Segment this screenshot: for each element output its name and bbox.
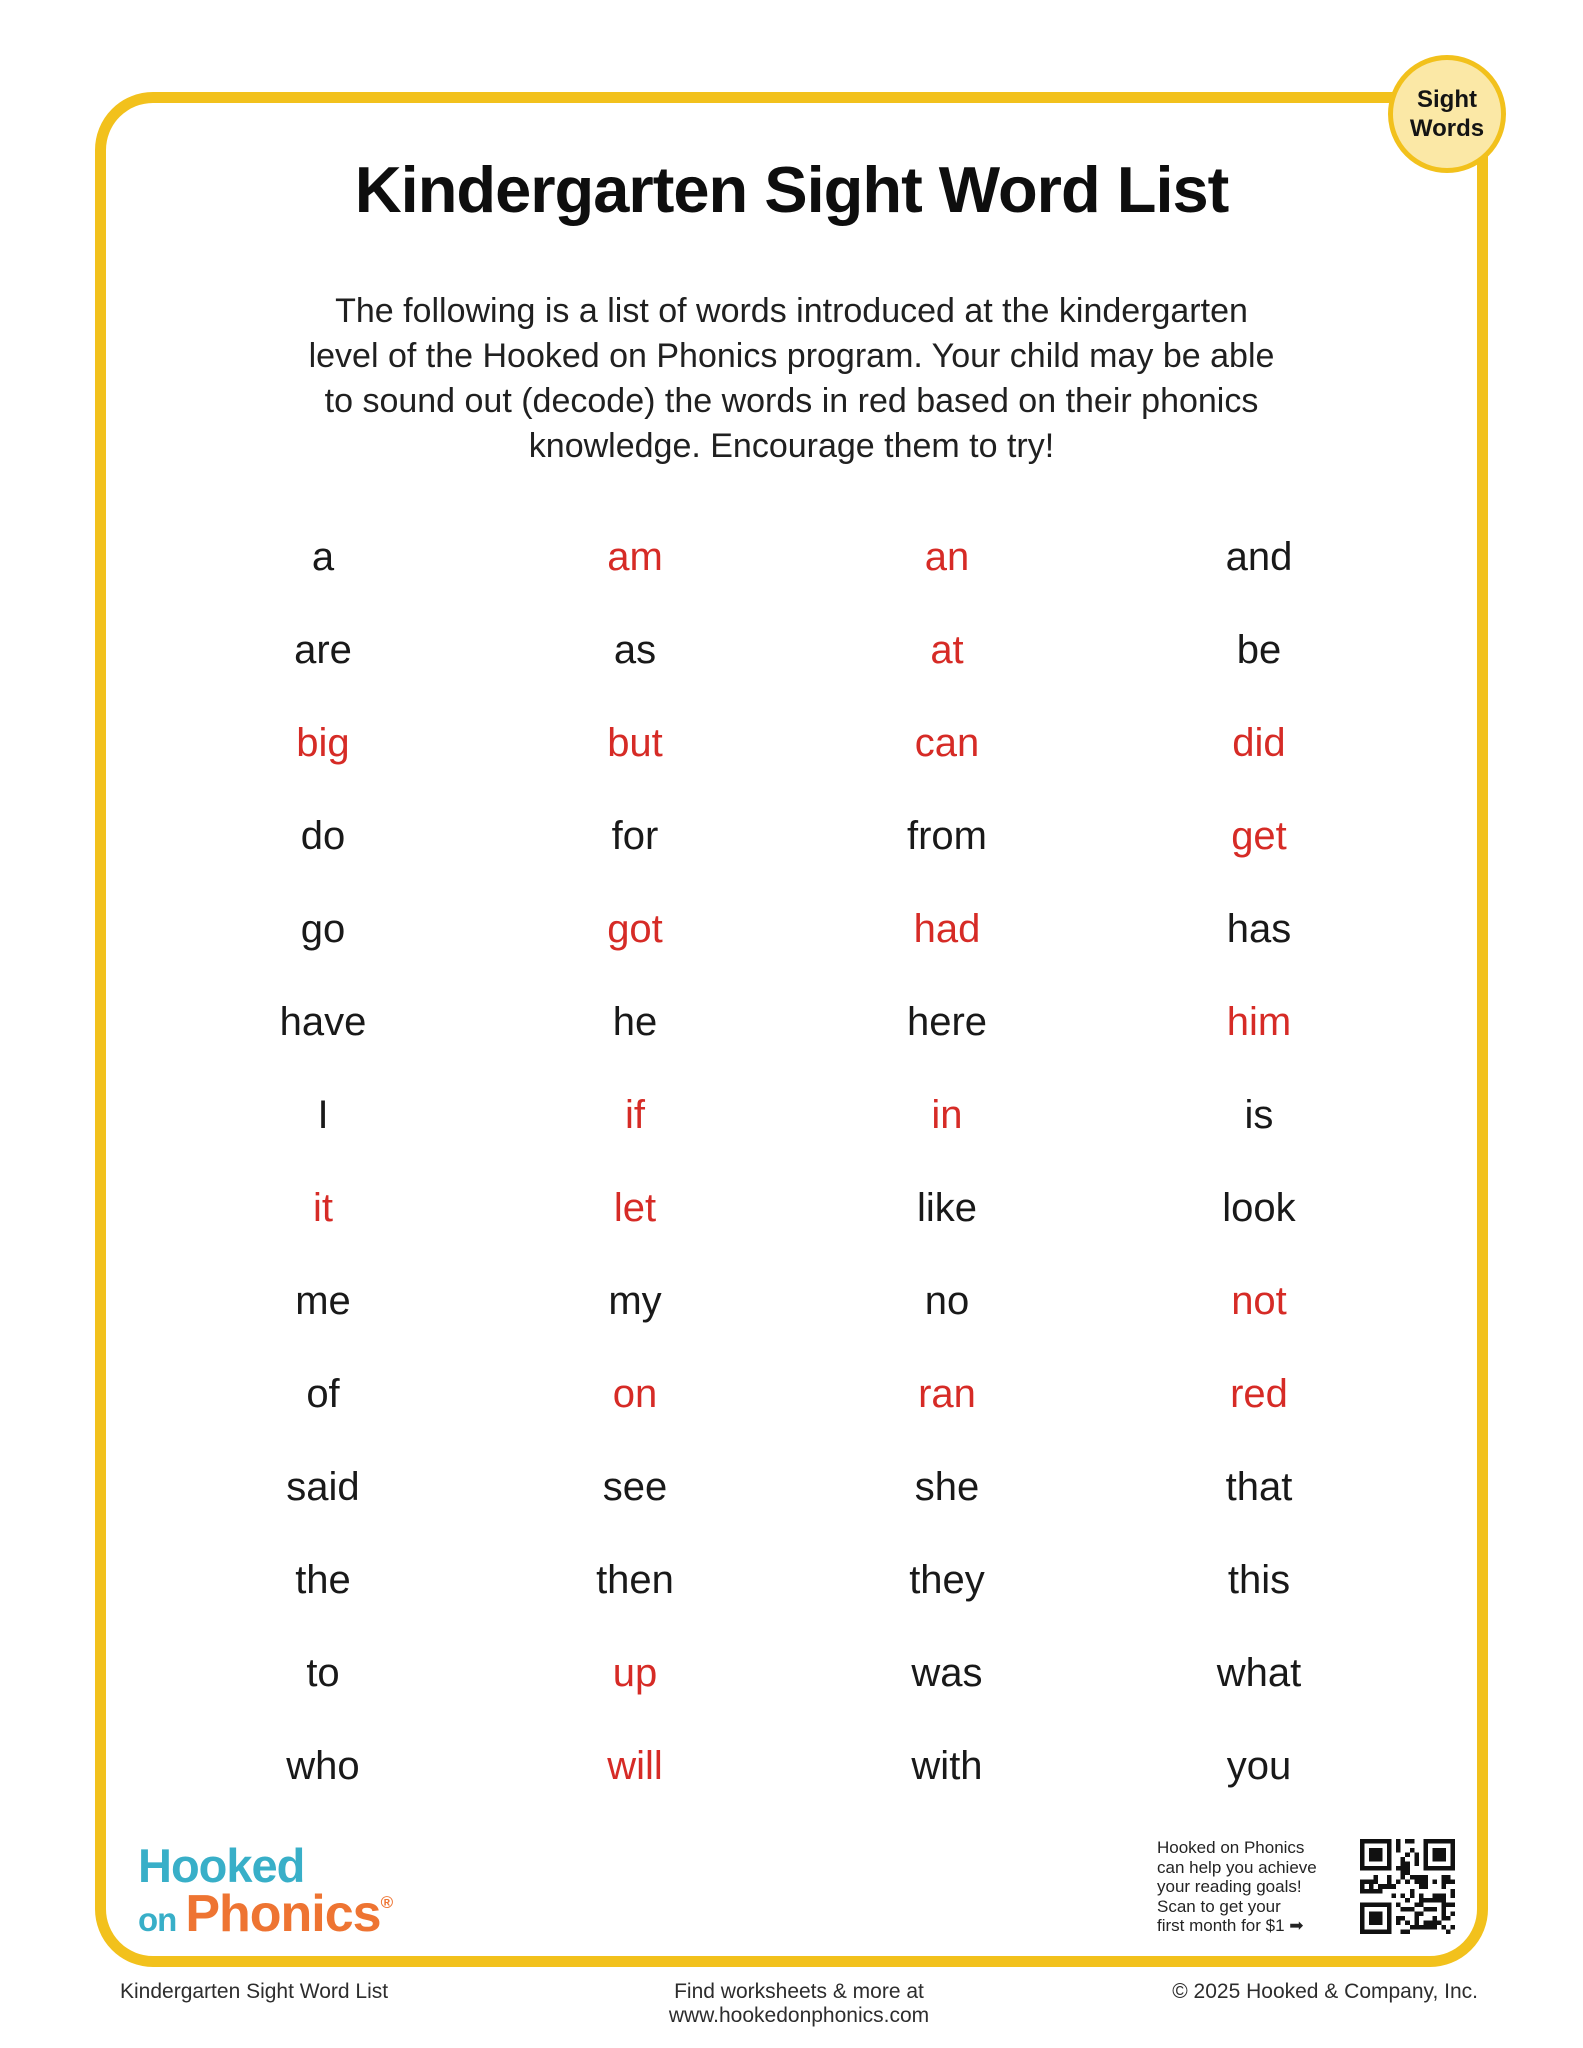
sight-word: let — [613, 1186, 657, 1230]
intro-paragraph — [202, 289, 1382, 469]
sight-word: will — [607, 1744, 663, 1788]
sight-word: are — [294, 628, 352, 672]
sight-word: is — [1244, 1093, 1274, 1137]
sight-word: get — [1231, 814, 1287, 858]
logo-hooked-text: Hooked — [138, 1839, 305, 1892]
sight-word: on — [612, 1372, 658, 1416]
sight-word: an — [924, 535, 970, 579]
promo-line: first month for $1 ➡ — [1157, 1916, 1304, 1935]
hooked-on-phonics-logo — [138, 1839, 394, 1943]
badge-line-2: Words — [1409, 115, 1485, 142]
sight-word: do — [300, 814, 346, 858]
sight-word: as — [613, 628, 657, 672]
sight-word: they — [909, 1558, 985, 1602]
footer-copyright: © 2025 Hooked & Company, Inc. — [1172, 1980, 1478, 2003]
sight-word: a — [311, 535, 335, 579]
sight-word: but — [607, 721, 663, 765]
sight-word: go — [300, 907, 346, 951]
registered-trademark-icon: ® — [380, 1893, 394, 1912]
sight-word: him — [1226, 1000, 1292, 1044]
sight-word: has — [1226, 907, 1292, 951]
sight-word-grid — [167, 511, 1415, 1813]
sight-word: of — [306, 1372, 340, 1416]
sight-word: like — [916, 1186, 978, 1230]
page-title: Kindergarten Sight Word List — [354, 153, 1229, 226]
sight-word: to — [306, 1651, 340, 1695]
intro-line: to sound out (decode) the words in red based on their phonics — [324, 382, 1259, 420]
sight-word: with — [911, 1744, 983, 1788]
promo-line: Scan to get your — [1157, 1896, 1281, 1916]
sight-word: no — [924, 1279, 970, 1323]
sight-word: am — [607, 535, 663, 579]
sight-word: who — [286, 1744, 360, 1788]
qr-code-image — [1360, 1839, 1455, 1934]
sight-word: what — [1216, 1651, 1302, 1695]
sight-word: be — [1236, 628, 1282, 672]
sight-word: have — [279, 1000, 367, 1044]
sight-word: in — [931, 1093, 963, 1137]
sight-word: she — [914, 1465, 980, 1509]
sight-word: it — [313, 1186, 333, 1230]
intro-line: knowledge. Encourage them to try! — [528, 427, 1055, 465]
sight-word: got — [607, 907, 663, 951]
promo-line: can help you achieve — [1157, 1857, 1317, 1877]
promo-text — [1157, 1838, 1369, 1936]
promo-line: your reading goals! — [1157, 1877, 1302, 1896]
footer-document-title: Kindergarten Sight Word List — [120, 1980, 389, 2003]
sight-word: big — [296, 721, 350, 765]
sight-word: not — [1231, 1279, 1287, 1323]
footer-website-text: Find worksheets & more at www.hookedonphonics.com — [668, 1980, 930, 2027]
qr-code — [1360, 1839, 1455, 1934]
sight-word: up — [612, 1651, 658, 1695]
intro-line: level of the Hooked on Phonics program. Your child may be able — [308, 337, 1275, 375]
sight-word: for — [611, 814, 659, 858]
sight-word: you — [1226, 1744, 1292, 1788]
sight-word: did — [1232, 721, 1286, 765]
promo-line: Hooked on Phonics — [1157, 1838, 1305, 1857]
sight-word: said — [286, 1465, 360, 1509]
intro-line: The following is a list of words introduced at the kindergarten — [335, 292, 1248, 330]
sight-words-badge — [1388, 55, 1506, 173]
sight-word: ran — [918, 1372, 976, 1416]
sight-word: here — [906, 1000, 988, 1044]
sight-word: I — [317, 1093, 329, 1137]
badge-line-1: Sight — [1417, 86, 1477, 113]
logo-on-text: on — [138, 1901, 177, 1938]
sight-word: if — [625, 1093, 645, 1137]
sight-word: look — [1222, 1186, 1296, 1230]
sight-word: me — [295, 1279, 351, 1323]
logo-phonics-text: Phonics — [185, 1885, 381, 1943]
sight-word: see — [602, 1465, 668, 1509]
sight-word: at — [930, 628, 964, 672]
sight-word: was — [911, 1651, 983, 1695]
sight-word: can — [914, 721, 980, 765]
sight-word: then — [596, 1558, 674, 1602]
sight-word: that — [1225, 1465, 1293, 1509]
sight-word: and — [1225, 535, 1293, 579]
sight-word: my — [608, 1279, 662, 1323]
sight-word: he — [612, 1000, 658, 1044]
sight-word: this — [1227, 1558, 1291, 1602]
sight-word: had — [913, 907, 981, 951]
sight-word: the — [295, 1558, 351, 1602]
sight-word: from — [907, 814, 987, 858]
page-footer — [120, 1980, 1478, 2028]
sight-word: red — [1230, 1372, 1288, 1416]
